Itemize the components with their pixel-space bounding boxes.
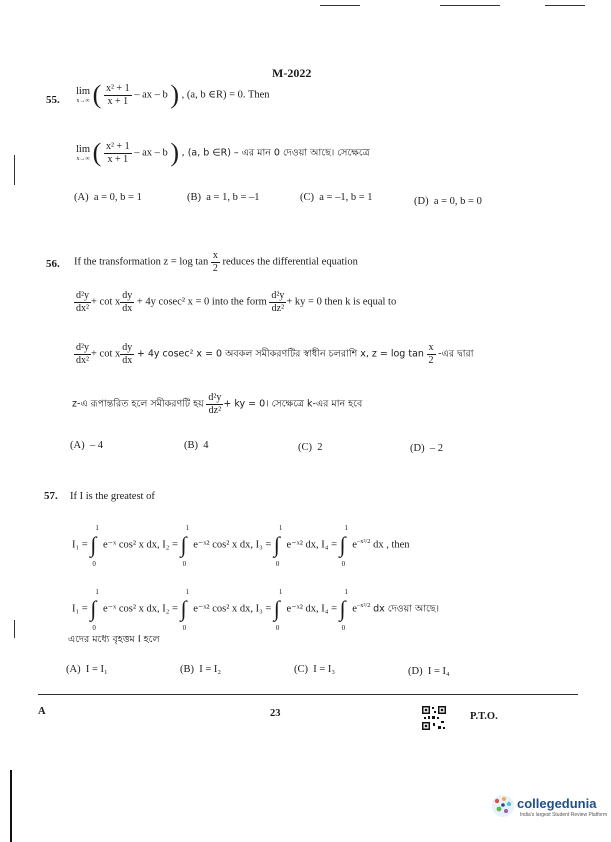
fraction: $\frac{\text{x² + 1}}{x + 1}$	[105, 83, 130, 107]
q56-line1: If the transformation z = log tan $\frac{x}{2}$ reduces the differential equation	[74, 250, 358, 274]
q57-bn-line: এদের মধ্যে বৃহত্তম I হলে	[68, 634, 160, 645]
q57-line1: If I is the greatest of	[70, 491, 155, 502]
q57-option-a[interactable]: (A) I = I₁	[66, 664, 108, 675]
collegedunia-logo-icon	[491, 794, 515, 818]
q55-statement-en: lim x→∞ ( $\frac{\text{x² + 1}}{x + 1}$ – ax – b ) , (a, b ∈R) = 0. Then	[76, 80, 270, 109]
top-rule-2	[440, 5, 500, 6]
watermark-tagline: India's largest Student Review Platform	[520, 812, 608, 818]
q56-option-c[interactable]: (C) 2	[298, 442, 323, 453]
margin-mark-1	[14, 155, 15, 185]
pto-label: P.T.O.	[470, 711, 498, 722]
q57-integrals-en: I₁ = ∫ 1 0 e⁻ˣ cos² x dx, I₂ = ∫ 1 0 e⁻ˣ² cos² x dx, I₃ = ∫ 1 0 e⁻ˣ² dx, I₄ = ∫ 1 0 $e^{-x^2/2}$ dx , then	[72, 524, 410, 568]
q56-option-a[interactable]: (A) – 4	[70, 440, 103, 451]
q55-statement-bn: lim x→∞ ( $\frac{\text{x² + 1}}{x + 1}$ – ax – b ) , (a, b ∈R) – এর মান 0 দেওয়া আছে। সেক্ষেত্রে	[76, 138, 370, 167]
watermark-name: collegedunia	[517, 796, 597, 811]
q55-option-a[interactable]: (A) a = 0, b = 1	[74, 192, 142, 203]
q55-option-b[interactable]: (B) a = 1, b = –1	[187, 192, 260, 203]
q55-option-c[interactable]: (C) a = –1, b = 1	[300, 192, 373, 203]
q56-number: 56.	[46, 258, 60, 270]
top-rule-1	[320, 5, 360, 6]
paper-code: M-2022	[272, 66, 312, 80]
margin-mark-3	[10, 770, 12, 842]
page-number: 23	[270, 708, 281, 719]
q57-option-c[interactable]: (C) I = I₃	[294, 664, 336, 675]
margin-mark-2	[14, 620, 15, 638]
q57-integrals-bn: I₁ = ∫ 1 0 e⁻ˣ cos² x dx, I₂ = ∫ 1 0 e⁻ˣ² cos² x dx, I₃ = ∫ 1 0 e⁻ˣ² dx, I₄ = ∫ 1 0 $e^{-x^2/2}$ dx দেওয়া আছে।	[72, 588, 440, 632]
q57-option-b[interactable]: (B) I = I₂	[180, 664, 222, 675]
q57-option-d[interactable]: (D) I = I₄	[408, 666, 450, 677]
q57-number: 57.	[44, 490, 58, 502]
footer-rule	[38, 694, 578, 695]
q56-equation-bn: $\frac{\text{d²y}}{\text{dx²}}$ + cot x $\frac{dy}{dx}$ + 4y cosec² x = 0 অবকল সমীকরণটির স্বাধীন চলরাশি x, z = log tan $\frac{x}{2}$ -এর দ্বারা	[76, 342, 474, 366]
q55-option-d[interactable]: (D) a = 0, b = 0	[414, 196, 482, 207]
qr-code-icon	[421, 705, 447, 731]
footer-set-letter: A	[38, 706, 46, 717]
top-rule-3	[545, 5, 585, 6]
q56-option-b[interactable]: (B) 4	[184, 440, 209, 451]
limit-operator: lim x→∞	[76, 86, 91, 104]
q56-bn-line2: z-এ রূপান্তরিত হলে সমীকরণটি হয় $\frac{\text{d²y}}{\text{dz²}}$ + ky = 0। সেক্ষেত্রে k-এর মান হবে	[72, 392, 363, 416]
q56-equation-en: $\frac{\text{d²y}}{\text{dx²}}$ + cot x $\frac{dy}{dx}$ + 4y cosec² x = 0 into the form $\frac{\text{d²y}}{\text{dz²}}$ + ky = 0 then k is equal to	[76, 290, 397, 314]
q55-number: 55.	[46, 94, 60, 106]
q56-option-d[interactable]: (D) – 2	[410, 443, 443, 454]
